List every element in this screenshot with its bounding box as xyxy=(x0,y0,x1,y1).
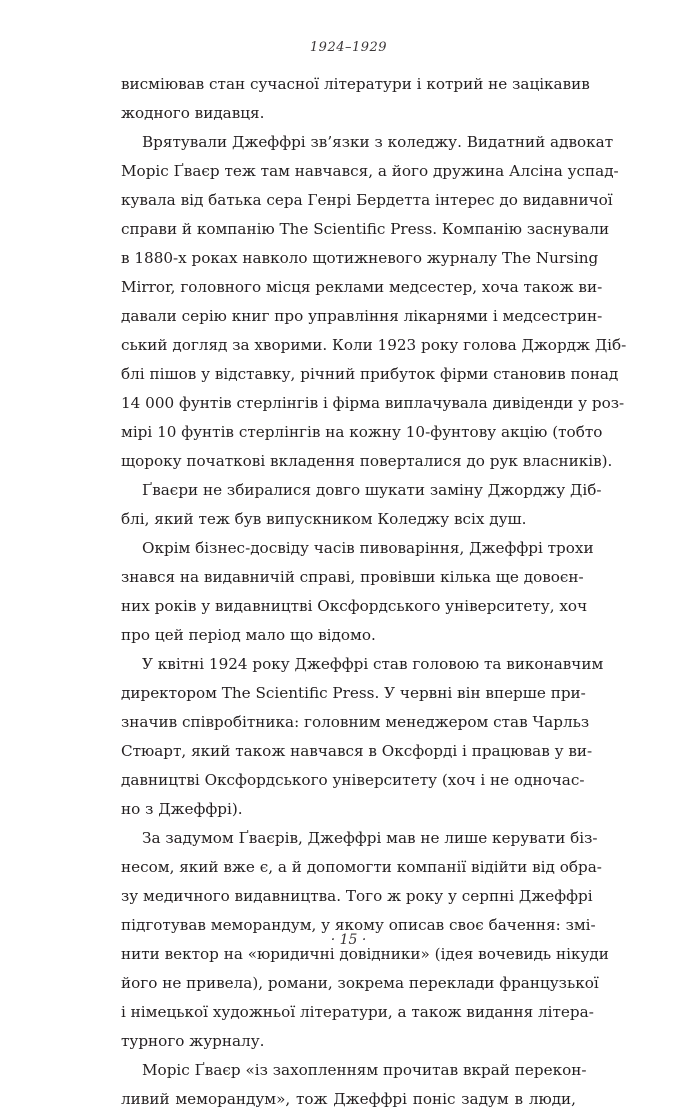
text-line: значив співробітника: головним менеджером став Чарльз xyxy=(121,713,590,731)
text-line: директором The Scientific Press. У червні він вперше при- xyxy=(121,684,586,702)
text-line: ливий меморандум», тож Джеффрі поніс задум в люди, xyxy=(121,1090,576,1108)
text-line: но з Джеффрі). xyxy=(121,800,243,818)
text-line: ський догляд за хворими. Коли 1923 року голова Джордж Діб- xyxy=(121,336,627,354)
text-line: Моріс Ґваєр «із захопленням прочитав вкрай перекон- xyxy=(142,1061,587,1079)
text-line: жодного видавця. xyxy=(121,104,265,122)
text-line: Врятували Джеффрі зв’язки з коледжу. Видатний адвокат xyxy=(142,133,614,151)
text-line: Окрім бізнес-досвіду часів пивоваріння, Джеффрі трохи xyxy=(142,539,594,557)
text-line: давали серію книг про управління лікарнями і медсестрин- xyxy=(121,307,603,325)
text-line: Ґваєри не збиралися довго шукати заміну Джорджу Діб- xyxy=(142,481,602,499)
running-head: 1924–1929 xyxy=(309,40,388,55)
text-line: підготував меморандум, у якому описав своє бачення: змі- xyxy=(121,916,596,934)
text-line: За задумом Ґваєрів, Джеффрі мав не лише керувати біз- xyxy=(142,829,598,847)
text-line: блі пішов у відставку, річний прибуток фірми становив понад xyxy=(121,365,619,383)
text-line: турного журналу. xyxy=(121,1032,265,1050)
text-line: знався на видавничій справі, провівши кілька ще довоєн- xyxy=(121,568,584,586)
text-line: його не привела), романи, зокрема переклади французької xyxy=(121,974,599,992)
page-number: · 15 · xyxy=(330,932,367,948)
text-line: нити вектор на «юридичні довідники» (ідея вочевидь нікуди xyxy=(121,945,609,963)
text-line: Моріс Ґваєр теж там навчався, а його дружина Алсіна успад- xyxy=(121,162,619,180)
text-line: 14 000 фунтів стерлінгів і фірма виплачувала дивіденди у роз- xyxy=(121,394,625,412)
text-line: Стюарт, який також навчався в Оксфорді і працював у ви- xyxy=(121,742,593,760)
text-line: блі, який теж був випускником Коледжу всіх душ. xyxy=(121,510,527,528)
text-line: У квітні 1924 року Джеффрі став головою та виконавчим xyxy=(142,655,604,673)
text-line: в 1880-х роках навколо щотижневого журналу The Nursing xyxy=(121,249,599,267)
text-line: них років у видавництві Оксфордського університету, хоч xyxy=(121,597,588,615)
text-line: справи й компанію The Scientific Press. Компанію заснували xyxy=(121,220,610,238)
text-line: мірі 10 фунтів стерлінгів на кожну 10-фунтову акцію (тобто xyxy=(121,423,603,441)
text-line: щороку початкові вкладення поверталися до рук власників). xyxy=(121,452,613,470)
text-line: зу медичного видавництва. Того ж року у серпні Джеффрі xyxy=(121,887,593,905)
text-line: висміював стан сучасної літератури і котрий не зацікавив xyxy=(121,75,590,93)
text-line: несом, який вже є, а й допомогти компанії відійти від обра- xyxy=(121,858,602,876)
text-line: Mirror, головного місця реклами медсестер, хоча також ви- xyxy=(121,278,603,296)
text-line: кувала від батька сера Генрі Бердетта інтерес до видавничої xyxy=(121,191,613,209)
text-line: і німецької художньої літератури, а також видання літера- xyxy=(121,1003,594,1021)
text-line: давництві Оксфордського університету (хоч і не одночас- xyxy=(121,771,585,789)
text-line: про цей період мало що відомо. xyxy=(121,626,376,644)
